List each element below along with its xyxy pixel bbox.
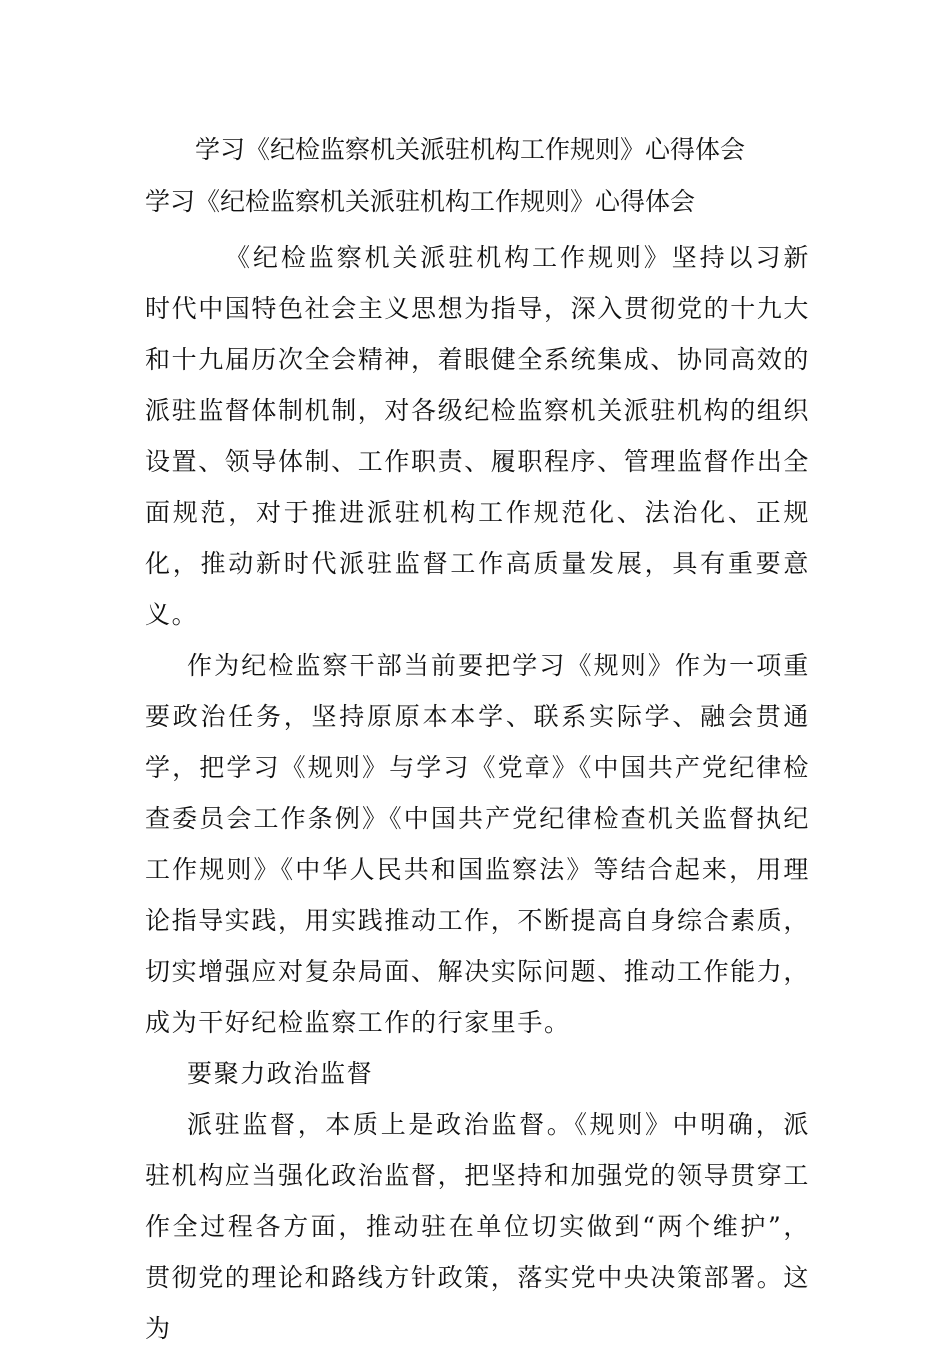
paragraph-political-supervision: 派驻监督，本质上是政治监督。《规则》中明确，派驻机构应当强化政治监督，把坚持和加强党的领导贯穿工作全过程各方面，推动驻在单位切实做到“两个维护”，贯彻党的理论和路线方针政策，落实党中央决策部署。这为: [145, 1110, 811, 1343]
paragraph-study: 作为纪检监察干部当前要把学习《规则》作为一项重要政治任务，坚持原原本本学、联系实际学、融会贯通学，把学习《规则》与学习《党章》《中国共产党纪律检查委员会工作条例》《中国共产党纪律检查机关监督执纪工作规则》《中华人民共和国监察法》等结合起来，用理论指导实践，用实践推动工作，不断提高自身综合素质，切实增强应对复杂局面、解决实际问题、推动工作能力，成为干好纪检监察工作的行家里手。: [145, 651, 811, 1037]
document-body: [145, 232, 810, 1354]
section-heading: 要聚力政治监督: [187, 1059, 374, 1088]
paragraph-intro: 《纪检监察机关派驻机构工作规则》坚持以习新时代中国特色社会主义思想为指导，深入贯彻党的十九大和十九届历次全会精神，着眼健全系统集成、协同高效的派驻监督体制机制，对各级纪检监察机关派驻机构的组织设置、领导体制、工作职责、履职程序、管理监督作出全面规范，对于推进派驻机构工作规范化、法治化、正规化，推动新时代派驻监督工作高质量发展，具有重要意义。: [145, 243, 811, 629]
document-title: 学习《纪检监察机关派驻机构工作规则》心得体会: [195, 135, 746, 164]
document-subtitle: 学习《纪检监察机关派驻机构工作规则》心得体会: [145, 187, 696, 216]
